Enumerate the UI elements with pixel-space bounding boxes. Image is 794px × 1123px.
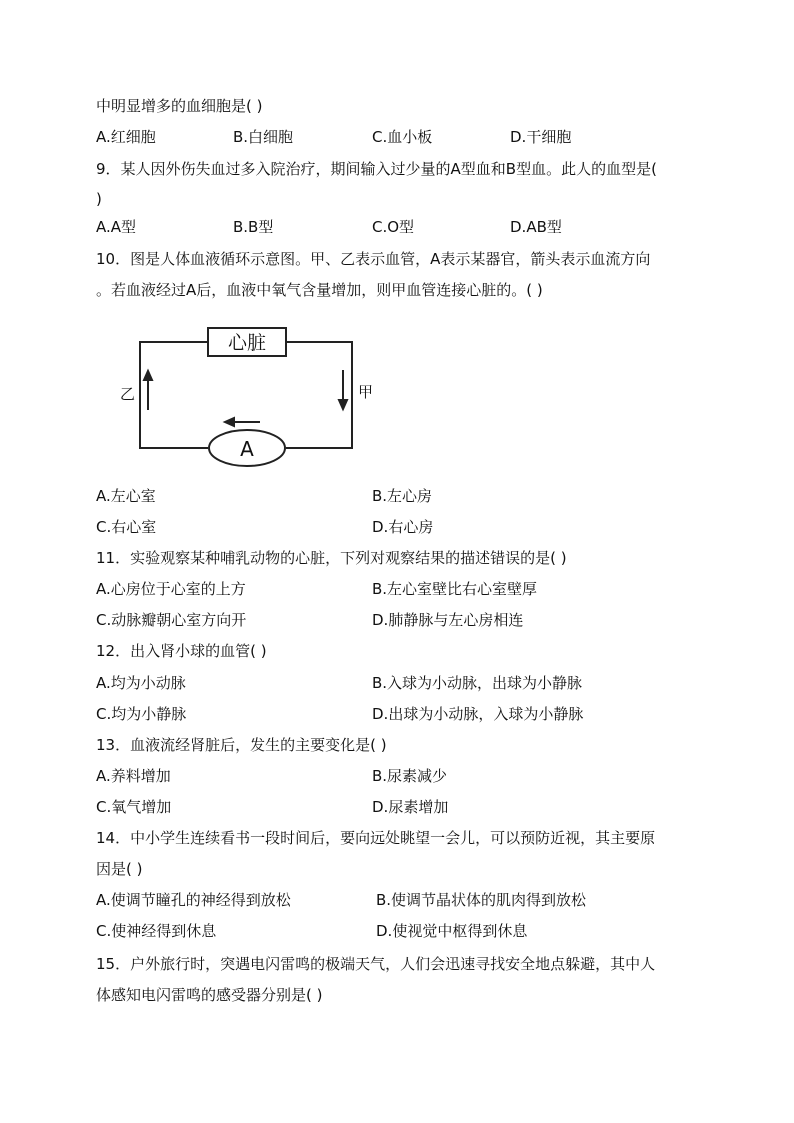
q10-option-c: C.右心室 [96,518,157,536]
q13-option-b: B.尿素减少 [372,767,448,785]
q11-stem: 11．实验观察某种哺乳动物的心脏，下列对观察结果的描述错误的是( ) [96,549,567,567]
q8-stem: 中明显增多的血细胞是( ) [96,97,263,115]
q14-stem-line1: 14．中小学生连续看书一段时间后，要向远处眺望一会儿，可以预防近视，其主要原 [96,829,656,847]
q13-option-d: D.尿素增加 [372,798,449,816]
q9-option-c: C.O型 [372,218,415,236]
q8-option-b: B.白细胞 [233,128,294,146]
vessel-yi-label: 乙 [120,385,136,403]
blood-circulation-diagram [110,318,390,480]
q11-option-d: D.肺静脉与左心房相连 [372,611,524,629]
q9-stem-line2: ) [96,190,102,208]
right-down-arrow [339,370,347,409]
q12-option-b: B.入球为小动脉，出球为小静脉 [372,674,583,692]
q9-option-d: D.AB型 [510,218,562,236]
bottom-left-arrow [225,418,260,426]
q11-option-a: A.心房位于心室的上方 [96,580,246,598]
q8-option-d: D.干细胞 [510,128,572,146]
heart-label: 心脏 [227,332,267,354]
q13-option-c: C.氧气增加 [96,798,172,816]
q9-option-b: B.B型 [233,218,274,236]
q10-option-d: D.右心房 [372,518,434,536]
q14-option-c: C.使神经得到休息 [96,922,217,940]
q15-stem-line2: 体感知电闪雷鸣的感受器分别是( ) [96,986,323,1004]
q14-option-b: B.使调节晶状体的肌肉得到放松 [376,891,587,909]
vessel-jia-label: 甲 [358,383,374,401]
q15-stem-line1: 15．户外旅行时，突遇电闪雷鸣的极端天气，人们会迅速寻找安全地点躲避，其中人 [96,955,656,973]
q12-option-d: D.出球为小动脉，入球为小静脉 [372,705,584,723]
q10-stem-line2: 。若血液经过A后，血液中氧气含量增加，则甲血管连接心脏的。( ) [96,281,543,299]
q12-stem: 12．出入肾小球的血管( ) [96,642,267,660]
q11-option-c: C.动脉瓣朝心室方向开 [96,611,247,629]
q12-option-c: C.均为小静脉 [96,705,187,723]
q14-option-a: A.使调节瞳孔的神经得到放松 [96,891,291,909]
q9-stem-line1: 9．某人因外伤失血过多入院治疗，期间输入过少量的A型血和B型血。此人的血型是( [96,160,657,178]
q10-option-a: A.左心室 [96,487,156,505]
q11-option-b: B.左心室壁比右心室壁厚 [372,580,538,598]
q13-option-a: A.养料增加 [96,767,171,785]
q9-option-a: A.A型 [96,218,137,236]
q8-option-a: A.红细胞 [96,128,156,146]
organ-a-label: A [240,437,254,461]
q14-option-d: D.使视觉中枢得到休息 [376,922,528,940]
q10-stem-line1: 10．图是人体血液循环示意图。甲、乙表示血管，A表示某器官，箭头表示血流方向 [96,250,651,268]
q8-option-c: C.血小板 [372,128,433,146]
left-up-arrow [144,371,152,410]
q14-stem-line2: 因是( ) [96,860,143,878]
q12-option-a: A.均为小动脉 [96,674,186,692]
q13-stem: 13．血液流经肾脏后，发生的主要变化是( ) [96,736,387,754]
q10-option-b: B.左心房 [372,487,433,505]
